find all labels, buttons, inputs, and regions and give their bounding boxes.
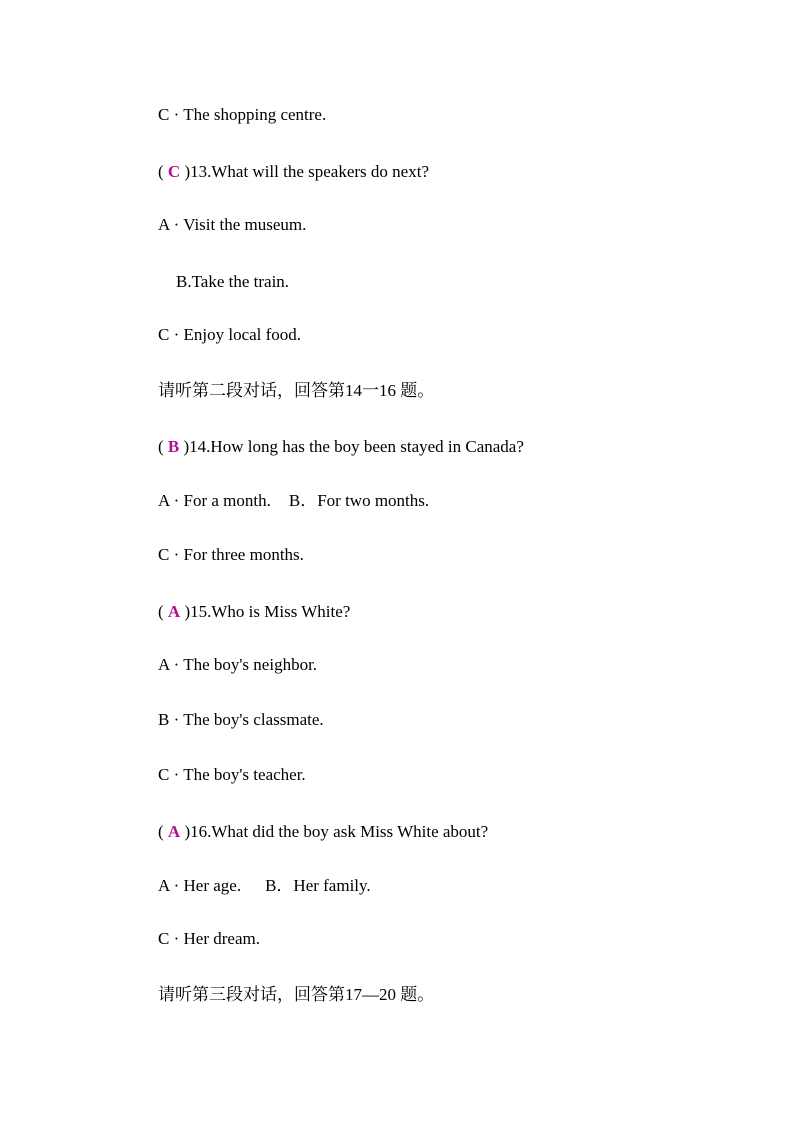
option-a-museum: A · Visit the museum. [158,215,307,234]
answer-13: C [167,162,181,181]
option-c-local-food: C · Enjoy local food. [158,325,302,344]
option-c-dream: C · Her dream. [158,929,260,948]
option-c-shopping-centre: C · The shopping centre. [158,105,327,124]
question-16 [158,822,488,842]
paren-open: ( [158,162,168,181]
question-14-text: )14.How long has the boy been stayed in Canada? [179,437,524,456]
option-a-age: A · Her age. [158,876,242,895]
section-3-instruction: 请听第三段对话，回答第17—20 题。 [158,985,435,1004]
option-a-month: A · For a month. [158,491,271,510]
question-16-text: )16.What did the boy ask Miss White about? [180,822,489,841]
question-14 [158,437,524,457]
options-a-b-14 [158,491,429,511]
options-a-b-16 [158,876,371,896]
question-13 [158,162,429,182]
option-b-family: B．Her family. [265,876,371,895]
answer-14: B [167,437,180,456]
option-b-train: B.Take the train. [176,272,290,291]
question-15 [158,602,350,622]
option-b-two-months: B．For two months. [288,491,430,510]
option-a-neighbor: A · The boy's neighbor. [158,655,318,674]
question-13-text: )13.What will the speakers do next? [180,162,429,181]
paren-open: ( [158,437,168,456]
option-c-teacher: C · The boy's teacher. [158,765,306,784]
option-c-three-months: C · For three months. [158,545,304,564]
option-b-classmate: B · The boy's classmate. [158,710,324,729]
section-2-instruction: 请听第二段对话，回答第14一16 题。 [158,381,435,400]
paren-open: ( [158,602,168,621]
answer-15: A [167,602,181,621]
answer-16: A [167,822,181,841]
question-15-text: )15.Who is Miss White? [180,602,351,621]
paren-open: ( [158,822,168,841]
